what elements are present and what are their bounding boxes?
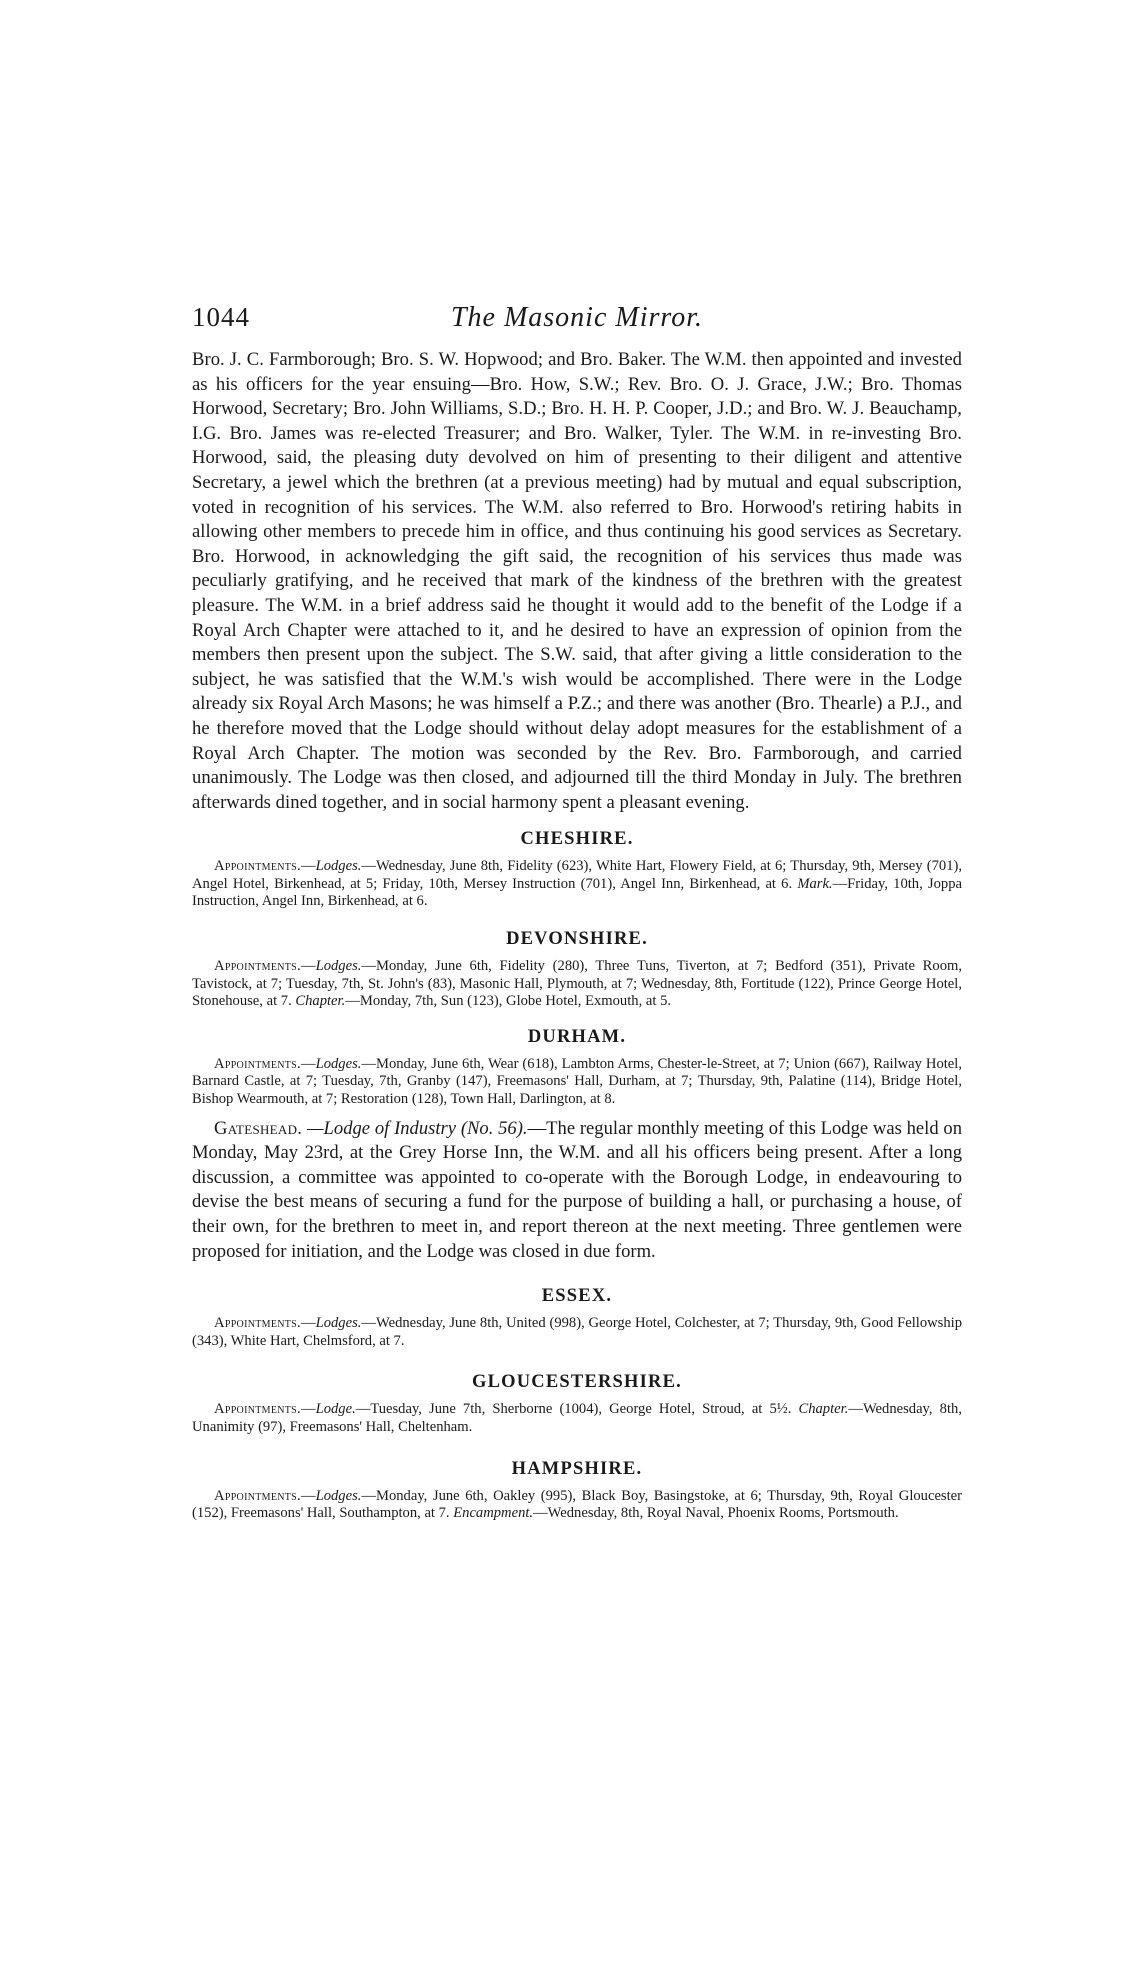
dash: — <box>300 1315 316 1332</box>
appointment-text: —Wednesday, June 8th, United (998), George Hotel, Colchester, at 7; Thursday, 9th, Good Fellowship (343), White Hart, Chelmsford, at 7. <box>192 1315 962 1349</box>
page-number: 1044 <box>192 302 250 332</box>
section-devonshire <box>192 929 962 1011</box>
appointments-label: Appointments. <box>214 958 301 975</box>
appointments <box>192 1401 962 1436</box>
page-header <box>192 302 962 342</box>
appointment-kind: Lodges. <box>315 1487 362 1504</box>
text-column <box>192 348 962 1523</box>
section-heading: DEVONSHIRE. <box>506 929 648 950</box>
appointment-kind: Encampment. <box>453 1505 534 1522</box>
appointment-kind: Lodge. <box>315 1401 356 1418</box>
appointments-label: Appointments. <box>214 1487 301 1504</box>
appointments <box>192 1488 962 1523</box>
running-title: The Masonic Mirror. <box>450 302 704 333</box>
lodge-report <box>192 1117 962 1265</box>
appointments-label: Appointments. <box>214 1401 301 1418</box>
appointment-kind: Chapter. <box>798 1401 849 1418</box>
appointment-text: —Monday, June 6th, Wear (618), Lambton Arms, Chester-le-Street, at 7; Union (667), Railway Hotel, Barnard Castle, at 7; Tuesday, 7th, Granby (147), Freemasons' Hall, Durham, at 7; Thursday, 9th, Palatine (114), Bridge Hotel, Bishop Wearmouth, at 7; Restoration (128), Town Hall, Darlington, at 8. <box>192 1055 962 1108</box>
report-place: Gateshead. <box>214 1117 303 1139</box>
appointment-text: —Wednesday, 8th, Unanimity (97), Freemasons' Hall, Cheltenham. <box>192 1401 962 1435</box>
dash: — <box>300 1055 316 1072</box>
section-cheshire <box>192 829 962 911</box>
section-heading: HAMPSHIRE. <box>511 1458 643 1479</box>
section-hampshire <box>192 1459 962 1523</box>
appointment-kind: Lodges. <box>315 858 362 875</box>
appointment-kind: Mark. <box>797 875 833 892</box>
dash: — <box>300 1487 316 1504</box>
appointment-text: —Wednesday, 8th, Royal Naval, Phoenix Rooms, Portsmouth. <box>533 1505 899 1522</box>
appointment-kind: Lodges. <box>315 1055 362 1072</box>
appointments <box>192 1056 962 1109</box>
appointments-label: Appointments. <box>214 1055 301 1072</box>
appointment-text: —Friday, 10th, Joppa Instruction, Angel Inn, Birkenhead, at 6. <box>192 875 962 910</box>
appointments <box>192 958 962 1011</box>
appointment-text: —Monday, June 6th, Fidelity (280), Three Tuns, Tiverton, at 7; Bedford (351), Private Room, Tavistock, at 7; Tuesday, 7th, St. John's (83), Masonic Hall, Plymouth, at 7; Wednesday, 8th, Fortitude (122), Prince George Hotel, Stonehouse, at 7. <box>192 958 962 1010</box>
dash: — <box>300 858 316 875</box>
section-durham <box>192 1027 962 1264</box>
section-heading: ESSEX. <box>541 1286 613 1307</box>
appointment-kind: Chapter. <box>295 993 346 1010</box>
appointment-text: —Tuesday, June 7th, Sherborne (1004), George Hotel, Stroud, at 5½. <box>355 1401 799 1418</box>
opening-paragraph: Bro. J. C. Farmborough; Bro. S. W. Hopwood; and Bro. Baker. The W.M. then appointed and invested as his officers for the year ensuing—Bro. How, S.W.; Rev. Bro. O. J. Grace, J.W.; Bro. Thomas Horwood, Secretary; Bro. John Williams, S.D.; Bro. H. H. P. Cooper, J.D.; and Bro. W. J. Beauchamp, I.G. Bro. James was re-elected Treasurer; and Bro. Walker, Tyler. The W.M. in re-investing Bro. Horwood, said, the pleasing duty devolved on him of presenting to their diligent and attentive Secretary, a jewel which the brethren (at a previous meeting) had by mutual and equal subscription, voted in recognition of his services. The W.M. also referred to Bro. Horwood's retiring habits in allowing other members to precede him in office, and thus continuing his good services as Secretary. Bro. Horwood, in acknowledging the gift said, the recognition of his services thus made was peculiarly gratifying, and he received that mark of the kindness of the brethren with the greatest pleasure. The W.M. in a brief address said he thought it would add to the benefit of the Lodge if a Royal Arch Chapter were attached to it, and he desired to have an expression of opinion from the members then present upon the subject. The S.W. said, that after giving a little consideration to the subject, he was satisfied that the W.M.'s wish would be accomplished. There were in the Lodge already six Royal Arch Masons; he was himself a P.Z.; and there was another (Bro. Thearle) a P.J., and he therefore moved that the Lodge should without delay adopt measures for the establishment of a Royal Arch Chapter. The motion was seconded by the Rev. Bro. Farmborough, and carried unanimously. The Lodge was then closed, and adjourned till the third Monday in July. The brethren afterwards dined together, and in social harmony spent a pleasant evening. <box>192 349 962 813</box>
section-heading: CHESHIRE. <box>520 829 634 850</box>
dash: — <box>300 958 316 975</box>
appointment-text: —Monday, June 6th, Oakley (995), Black Boy, Basingstoke, at 6; Thursday, 9th, Royal Gloucester (152), Freemasons' Hall, Southampton, at 7. <box>192 1487 962 1522</box>
appointment-text: —Monday, 7th, Sun (123), Globe Hotel, Exmouth, at 5. <box>345 993 672 1010</box>
section-heading: GLOUCESTERSHIRE. <box>472 1372 682 1393</box>
section-heading: DURHAM. <box>527 1026 627 1047</box>
section-essex <box>192 1286 962 1350</box>
report-text: —The regular monthly meeting of this Lodge was held on Monday, May 23rd, at the Grey Horse Inn, the W.M. and all his officers being present. After a long discussion, a committee was appointed to co-operate with the Borough Lodge, in endeavouring to devise the best means of securing a fund for the purpose of building a hall, or purchasing a house, of their own, for the brethren to meet in, and report thereon at the next meeting. Three gentlemen were proposed for initiation, and the Lodge was closed in due form. <box>192 1117 962 1262</box>
report-lodge: —Lodge of Industry (No. 56). <box>302 1117 528 1139</box>
dash: — <box>300 1401 316 1418</box>
appointment-kind: Lodges. <box>315 958 362 975</box>
section-gloucestershire <box>192 1372 962 1436</box>
appointment-kind: Lodges. <box>315 1315 362 1332</box>
appointments-label: Appointments. <box>214 858 301 875</box>
appointment-text: —Wednesday, June 8th, Fidelity (623), White Hart, Flowery Field, at 6; Thursday, 9th, Mersey (701), Angel Hotel, Birkenhead, at 5; Friday, 10th, Mersey Instruction (701), Angel Inn, Birkenhead, at 6. <box>192 858 962 892</box>
appointments <box>192 858 962 911</box>
appointments <box>192 1315 962 1350</box>
appointments-label: Appointments. <box>214 1315 301 1332</box>
